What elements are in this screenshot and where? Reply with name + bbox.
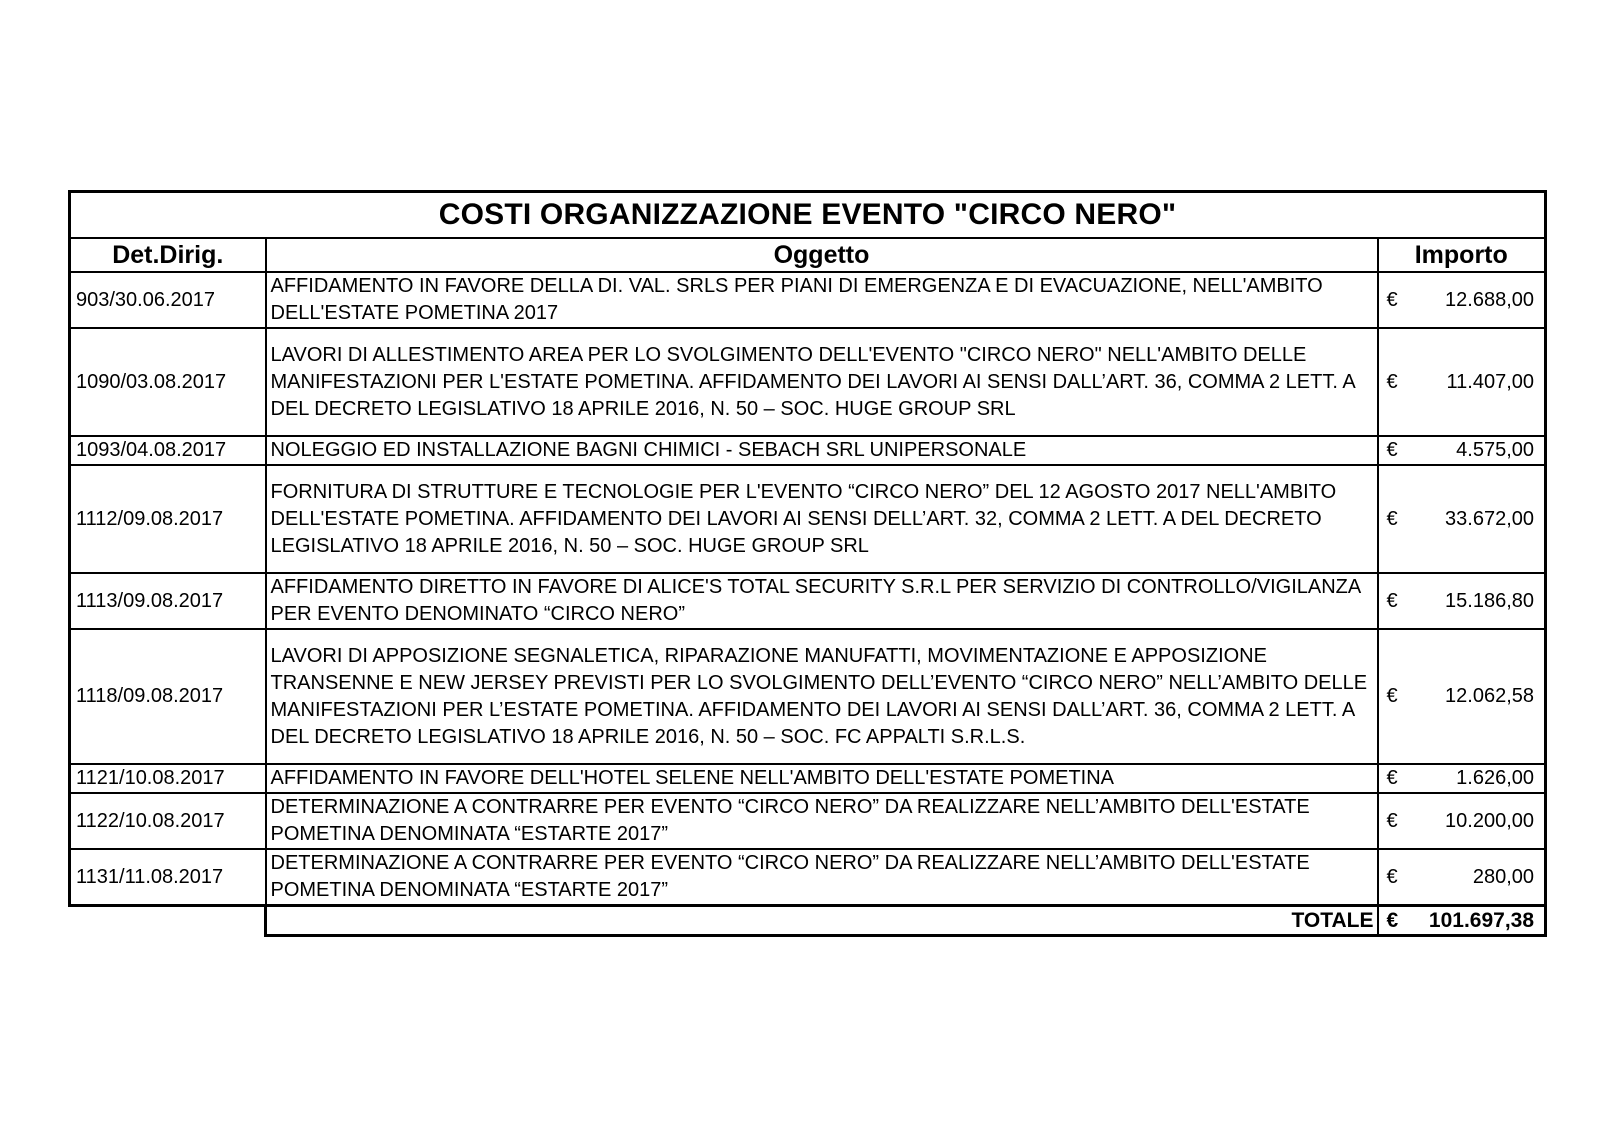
importo-cell [1378,849,1546,906]
oggetto-cell: FORNITURA DI STRUTTURE E TECNOLOGIE PER L'EVENTO “CIRCO NERO” DEL 12 AGOSTO 2017 NELL'AMBITO DELL'ESTATE POMETINA. AFFIDAMENTO DEI LAVORI AI SENSI DELL’ART. 32, COMMA 2 LETT. A DEL DECRETO LEGISLATIVO 18 APRILE 2016, N. 50 – SOC. HUGE GROUP SRL [266,465,1378,573]
header-det-dirig: Det.Dirig. [70,238,266,272]
currency-symbol: € [1386,589,1398,612]
det-cell: 1112/09.08.2017 [70,465,266,573]
oggetto-cell: AFFIDAMENTO IN FAVORE DELLA DI. VAL. SRLS PER PIANI DI EMERGENZA E DI EVACUAZIONE, NELL'AMBITO DELL'ESTATE POMETINA 2017 [266,272,1378,328]
currency-symbol: € [1386,288,1398,311]
table-row [70,573,1546,629]
total-label: TOTALE [266,906,1378,936]
det-cell: 1131/11.08.2017 [70,849,266,906]
header-oggetto: Oggetto [266,238,1378,272]
oggetto-cell: DETERMINAZIONE A CONTRARRE PER EVENTO “CIRCO NERO” DA REALIZZARE NELL’AMBITO DELL'ESTATE POMETINA DENOMINATA “ESTARTE 2017” [266,793,1378,849]
cost-sheet [68,190,1544,937]
total-value-cell [1378,906,1546,936]
total-spacer [70,906,266,936]
currency-symbol: € [1386,507,1398,530]
table-row [70,328,1546,436]
oggetto-cell: LAVORI DI APPOSIZIONE SEGNALETICA, RIPARAZIONE MANUFATTI, MOVIMENTAZIONE E APPOSIZIONE TRANSENNE E NEW JERSEY PREVISTI PER LO SVOLGIMENTO DELL’EVENTO “CIRCO NERO” NELL’AMBITO DELLE MANIFESTAZIONI PER L’ESTATE POMETINA. AFFIDAMENTO DEI LAVORI AI SENSI DALL’ART. 36, COMMA 2 LETT. A DEL DECRETO LEGISLATIVO 18 APRILE 2016, N. 50 – SOC. FC APPALTI S.R.L.S. [266,629,1378,764]
table-row [70,793,1546,849]
amount-value: 15.186,80 [1445,589,1535,612]
oggetto-cell: AFFIDAMENTO DIRETTO IN FAVORE DI ALICE'S TOTAL SECURITY S.R.L PER SERVIZIO DI CONTROLLO/VIGILANZA PER EVENTO DENOMINATO “CIRCO NERO” [266,573,1378,629]
table-row [70,465,1546,573]
det-cell: 1118/09.08.2017 [70,629,266,764]
oggetto-cell: AFFIDAMENTO IN FAVORE DELL'HOTEL SELENE NELL'AMBITO DELL'ESTATE POMETINA [266,764,1378,793]
table-row [70,436,1546,465]
total-amount: 101.697,38 [1428,909,1535,932]
currency-symbol: € [1386,909,1399,932]
currency-symbol: € [1386,439,1398,461]
currency-symbol: € [1386,809,1398,832]
oggetto-cell: DETERMINAZIONE A CONTRARRE PER EVENTO “CIRCO NERO” DA REALIZZARE NELL’AMBITO DELL'ESTATE POMETINA DENOMINATA “ESTARTE 2017” [266,849,1378,906]
importo-cell [1378,793,1546,849]
importo-cell [1378,764,1546,793]
amount-value: 33.672,00 [1445,507,1535,530]
costs-table [68,190,1547,937]
importo-cell [1378,328,1546,436]
table-row [70,272,1546,328]
currency-symbol: € [1386,767,1398,789]
importo-cell [1378,436,1546,465]
currency-symbol: € [1386,865,1398,888]
det-cell: 1113/09.08.2017 [70,573,266,629]
det-cell: 1121/10.08.2017 [70,764,266,793]
det-cell: 1122/10.08.2017 [70,793,266,849]
importo-cell [1378,573,1546,629]
importo-cell [1378,272,1546,328]
table-row [70,764,1546,793]
amount-value: 12.062,58 [1445,685,1535,707]
amount-value: 11.407,00 [1446,370,1535,393]
currency-symbol: € [1386,685,1398,707]
header-importo: Importo [1378,238,1546,272]
amount-value: 10.200,00 [1445,809,1535,832]
importo-cell [1378,465,1546,573]
det-cell: 1090/03.08.2017 [70,328,266,436]
importo-cell [1378,629,1546,764]
table-row [70,849,1546,906]
oggetto-cell: LAVORI DI ALLESTIMENTO AREA PER LO SVOLGIMENTO DELL'EVENTO "CIRCO NERO" NELL'AMBITO DELLE MANIFESTAZIONI PER L'ESTATE POMETINA. AFFIDAMENTO DEI LAVORI AI SENSI DALL’ART. 36, COMMA 2 LETT. A DEL DECRETO LEGISLATIVO 18 APRILE 2016, N. 50 – SOC. HUGE GROUP SRL [266,328,1378,436]
amount-value: 280,00 [1472,865,1535,888]
total-row [70,906,1546,936]
currency-symbol: € [1386,370,1398,393]
oggetto-cell: NOLEGGIO ED INSTALLAZIONE BAGNI CHIMICI - SEBACH SRL UNIPERSONALE [266,436,1378,465]
amount-value: 1.626,00 [1456,767,1535,789]
det-cell: 903/30.06.2017 [70,272,266,328]
amount-value: 12.688,00 [1445,288,1535,311]
det-cell: 1093/04.08.2017 [70,436,266,465]
table-title: COSTI ORGANIZZAZIONE EVENTO "CIRCO NERO" [70,192,1546,239]
amount-value: 4.575,00 [1456,439,1535,461]
table-row [70,629,1546,764]
